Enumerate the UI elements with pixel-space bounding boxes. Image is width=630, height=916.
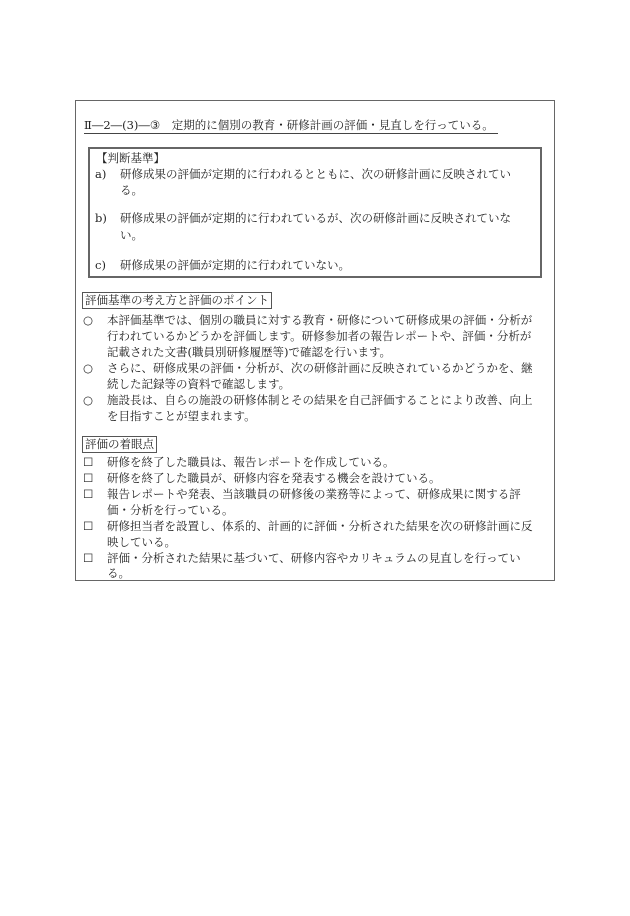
point-line: 施設長は、自らの施設の研修体制とその結果を自己評価することにより改善、向上 — [107, 393, 533, 407]
focus-line: 評価・分析された結果に基づいて、研修内容やカリキュラムの見直しを行ってい — [107, 551, 521, 565]
focus-line: 研修を終了した職員が、研修内容を発表する機会を設けている。 — [107, 471, 441, 485]
checkbox-icon: ☐ — [83, 487, 94, 501]
point-line: 続した記録等の資料で確認します。 — [107, 377, 291, 391]
focus-label: 評価の着眼点 — [82, 436, 157, 453]
section-title: Ⅱ―2―(3)―③ 定期的に個別の教育・研修計画の評価・見直しを行っている。 — [84, 117, 498, 134]
criteria-marker-c: c) — [95, 258, 106, 272]
point-line: さらに、研修成果の評価・分析が、次の研修計画に反映されているかどうかを、継 — [107, 361, 533, 375]
bullet-icon: ○ — [83, 393, 94, 407]
checkbox-icon: ☐ — [83, 519, 94, 533]
point-line: 本評価基準では、個別の職員に対する教育・研修について研修成果の評価・分析が — [107, 313, 533, 327]
focus-line: 価・分析を行っている。 — [107, 503, 234, 517]
focus-line: 映している。 — [107, 535, 176, 549]
checkbox-icon: ☐ — [83, 455, 94, 469]
criteria-header: 【判断基準】 — [96, 151, 165, 165]
criteria-marker-a: a) — [95, 167, 107, 181]
criteria-a-line: る。 — [120, 183, 143, 197]
point-line: を目指すことが望まれます。 — [107, 409, 256, 423]
bullet-icon: ○ — [83, 361, 94, 375]
point-line: 行われているかどうかを評価します。研修参加者の報告レポートや、評価・分析が — [107, 329, 532, 343]
points-label: 評価基準の考え方と評価のポイント — [82, 292, 272, 309]
focus-line: 研修を終了した職員は、報告レポートを作成している。 — [107, 455, 395, 469]
focus-line: 報告レポートや発表、当該職員の研修後の業務等によって、研修成果に関する評 — [107, 487, 521, 501]
criteria-a-line: 研修成果の評価が定期的に行われるとともに、次の研修計画に反映されてい — [120, 167, 511, 181]
criteria-b-line: 研修成果の評価が定期的に行われているが、次の研修計画に反映されていな — [120, 211, 511, 225]
criteria-b-line: い。 — [120, 228, 143, 242]
focus-line: る。 — [107, 566, 130, 580]
focus-line: 研修担当者を設置し、体系的、計画的に評価・分析された結果を次の研修計画に反 — [107, 519, 533, 533]
bullet-icon: ○ — [83, 313, 94, 327]
point-line: 記載された文書(職員別研修履歴等)で確認を行います。 — [107, 345, 392, 359]
checkbox-icon: ☐ — [83, 551, 94, 565]
criteria-marker-b: b) — [95, 211, 107, 225]
checkbox-icon: ☐ — [83, 471, 94, 485]
criteria-c-line: 研修成果の評価が定期的に行われていない。 — [120, 258, 350, 272]
